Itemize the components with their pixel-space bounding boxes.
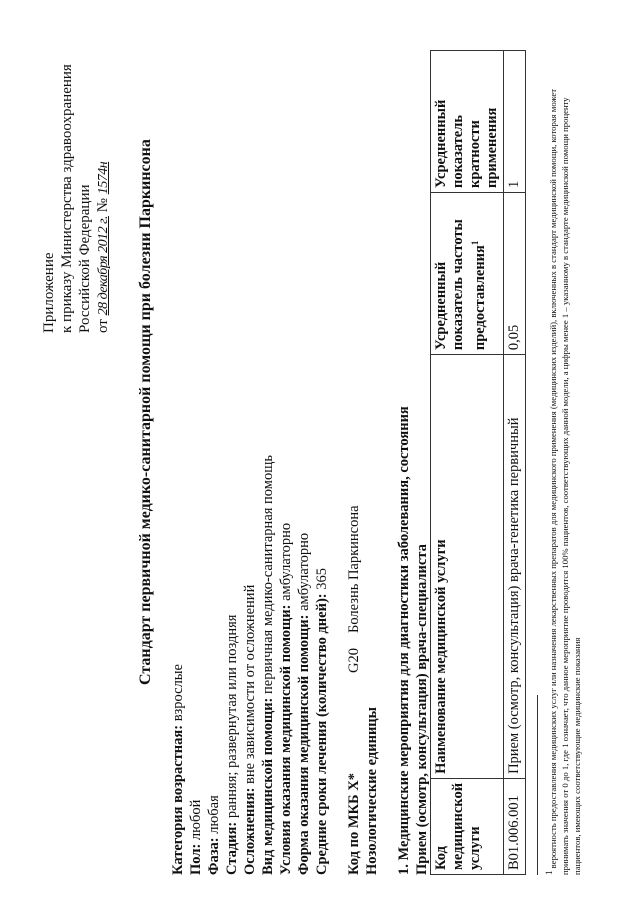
field-label: Форма оказания медицинской помощи:: [296, 614, 312, 875]
icd-label-text: Код по МКБ X*: [346, 773, 362, 875]
header-frequency-text: Усредненный показатель частоты предоставления: [433, 219, 488, 351]
cell-multiplicity: 1: [504, 51, 526, 193]
cell-frequency: 0,05: [504, 193, 526, 355]
field-label: Средние сроки лечения (количество дней):: [314, 593, 330, 875]
table-header-row: [431, 51, 504, 875]
footnote: [543, 85, 583, 875]
subsection-title: Прием (осмотр, консультация) врача-специалиста: [414, 544, 430, 875]
footnote-separator: [537, 695, 538, 875]
icd-sublabel: [364, 707, 381, 875]
footnote-ref: 1: [470, 240, 480, 246]
field-label: Условия оказания медицинской помощи:: [278, 604, 294, 875]
icd-sublabel-text: Нозологические единицы: [364, 707, 380, 875]
field-value: амбулаторно: [296, 532, 312, 615]
header-frequency: [431, 193, 504, 355]
field-phase: [206, 795, 223, 875]
handwritten-date: 28 декабря 2012 г.: [96, 216, 111, 316]
section-1-title: 1. Медицинские мероприятия для диагностики заболевания, состояния: [396, 406, 412, 875]
header-name: Наименование медицинской услуги: [431, 355, 504, 779]
field-value: амбулаторно: [278, 522, 294, 605]
field-label: Вид медицинской помощи:: [260, 697, 276, 875]
document-title: Стандарт первичной медико-санитарной помощи при болезни Паркинсона: [137, 139, 154, 685]
field-value: ранняя; развернутая или поздняя: [224, 614, 240, 822]
icd-label: [346, 773, 363, 875]
field-complications: [242, 585, 259, 875]
field-value: 365: [314, 568, 330, 594]
appendix-line-3: Российской Федерации: [77, 184, 93, 333]
icd-code: G20: [346, 648, 362, 673]
header-multiplicity: Усредненный показатель кратности применения: [431, 51, 504, 193]
field-value: первичная медико-санитарная помощь: [260, 455, 276, 698]
field-care-conditions: [278, 523, 295, 875]
field-stage: [224, 615, 241, 875]
field-value: любой: [188, 799, 204, 844]
field-care-type: [260, 455, 277, 875]
footnote-marker: 1: [544, 870, 554, 875]
field-care-form: [296, 533, 313, 875]
footnote-text: вероятность предоставления медицинских услуг или назначения лекарственных препаратов для медицинского применения (медицинских изделий), включенных в стандарт медицинской помощи, которая может принимать значения от 0 до 1, где 1 означает, что данное мероприятие проводится 100% пациентов, соответствующих данной модели, а цифры менее 1 – указанному в стандарте медицинской помощи проценту пациентов, имеющих соответствующие медицинские показания: [547, 88, 582, 875]
appendix-line-2: к приказу Министерства здравоохранения: [59, 64, 75, 333]
field-value: любая: [206, 795, 222, 838]
cell-code: B01.006.001: [504, 778, 526, 874]
services-table: [430, 50, 526, 875]
appendix-date-line: [94, 162, 113, 333]
field-label: Осложнения:: [242, 787, 258, 875]
handwritten-number: 1574н: [96, 161, 111, 195]
field-sex: [188, 800, 205, 875]
field-age: [170, 664, 187, 875]
field-label: Стадия:: [224, 821, 240, 875]
cell-name: Прием (осмотр, консультация) врача-генетика первичный: [504, 355, 526, 779]
field-label: Категория возрастная:: [170, 724, 186, 875]
field-value: вне зависимости от осложнений: [242, 584, 258, 788]
appendix-line-1: Приложение: [41, 252, 57, 333]
field-value: взрослые: [170, 664, 186, 725]
table-row: [504, 51, 526, 875]
icd-name: Болезнь Паркинсона: [346, 505, 362, 633]
field-label: Пол:: [188, 843, 204, 875]
header-code: Код медицинской услуги: [431, 778, 504, 874]
field-duration: [314, 568, 331, 875]
field-label: Фаза:: [206, 837, 222, 875]
from-prefix: от: [95, 319, 111, 333]
number-prefix: №: [95, 198, 111, 213]
